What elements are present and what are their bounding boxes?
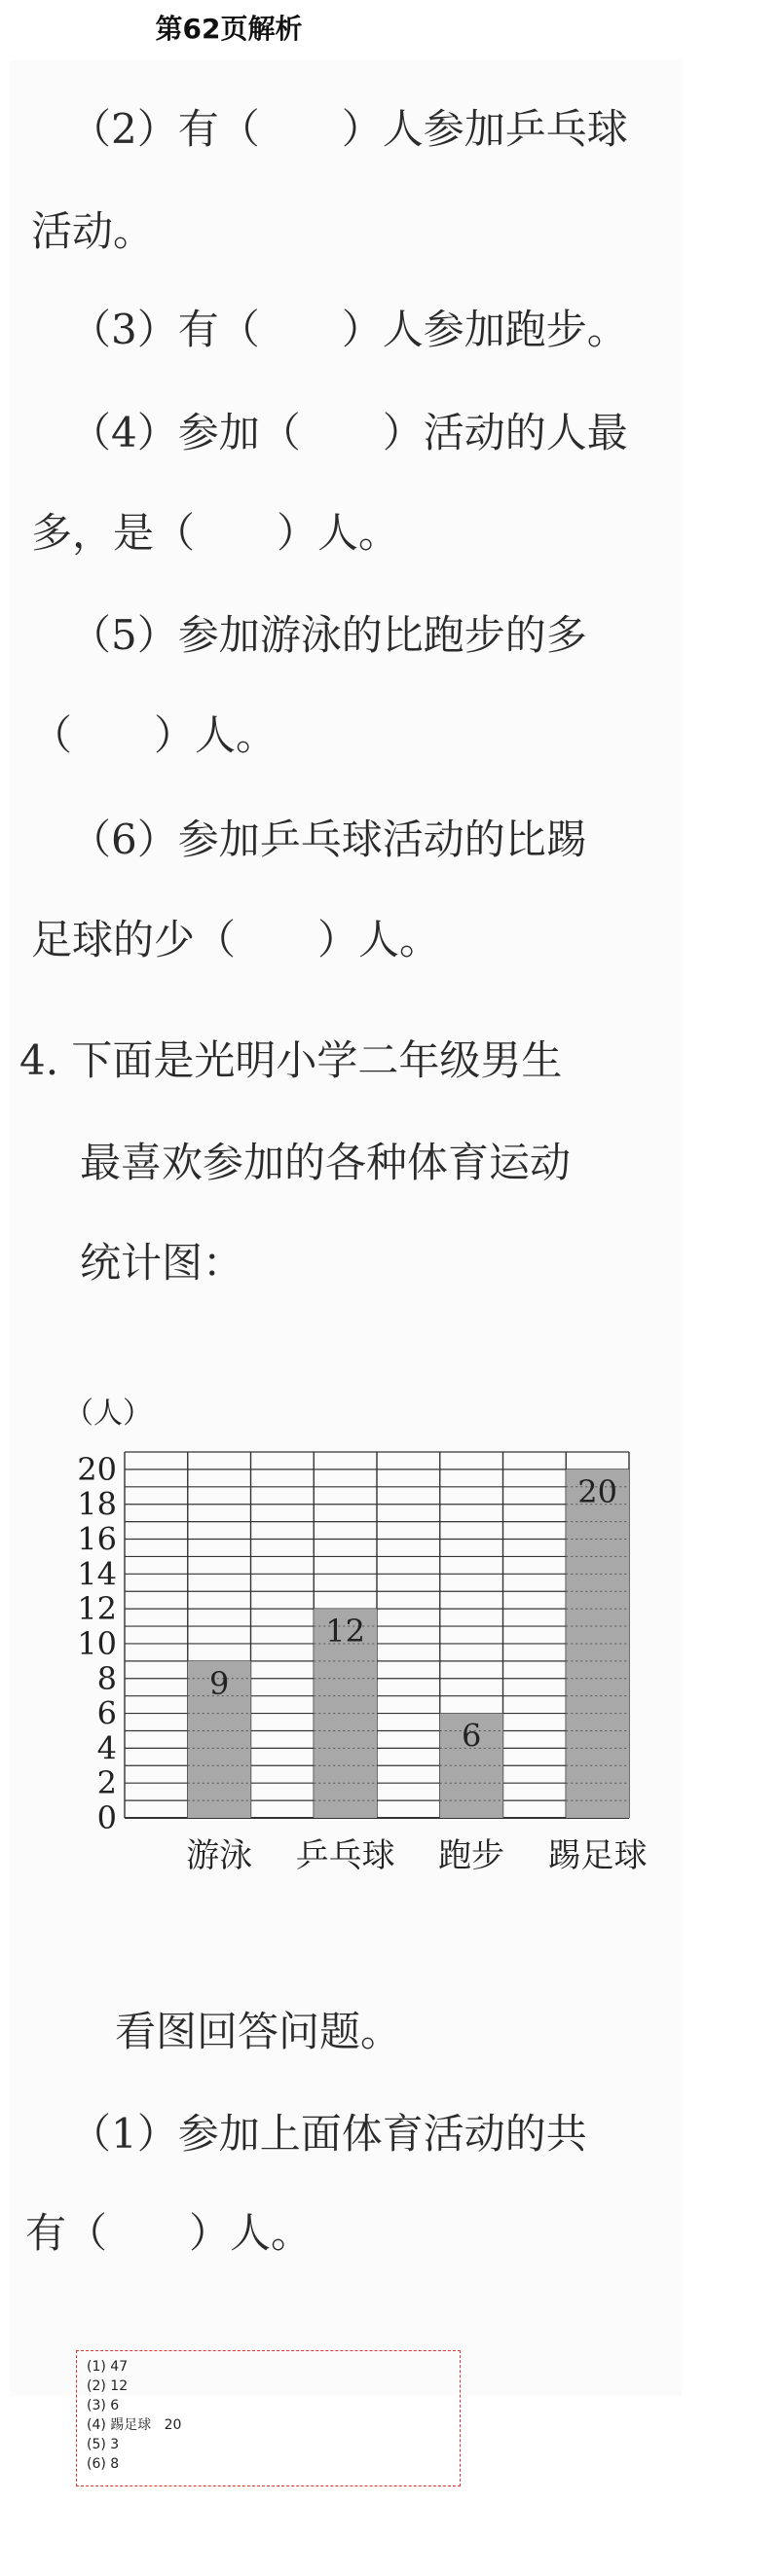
y-tick-label: 16 <box>77 1520 117 1558</box>
question-4-1-line1: （1）参加上面体育活动的共 <box>70 2110 587 2158</box>
sports-bar-chart <box>0 1333 682 1937</box>
x-category-label: 游泳 <box>186 1836 253 1875</box>
question-4-instruction: 看图回答问题。 <box>115 2008 402 2055</box>
answer-6: (6) 8 <box>87 2456 120 2472</box>
answer-1: (1) 47 <box>87 2359 129 2375</box>
data-label-3: 6 <box>461 1717 482 1755</box>
question-4-line3: 统计图： <box>80 1239 244 1287</box>
question-3-2-line2: 活动。 <box>31 207 155 255</box>
y-tick-label: 8 <box>96 1659 117 1697</box>
question-3-2-line1: （2）有（ ）人参加乒乓球 <box>70 105 628 153</box>
answer-2: (2) 12 <box>87 2378 129 2394</box>
y-tick-label: 2 <box>96 1764 117 1802</box>
question-3-3: （3）有（ ）人参加跑步。 <box>70 306 628 353</box>
y-tick-label: 10 <box>77 1624 117 1662</box>
question-4-line1: 4. 下面是光明小学二年级男生 <box>19 1036 563 1084</box>
question-4-line2: 最喜欢参加的各种体育运动 <box>80 1139 572 1186</box>
y-tick-label: 0 <box>96 1799 117 1836</box>
data-label-1: 9 <box>208 1664 230 1702</box>
y-axis-unit-label: （人） <box>64 1397 152 1431</box>
x-category-label: 跑步 <box>438 1836 505 1875</box>
question-3-4-line1: （4）参加（ ）活动的人最 <box>70 409 628 456</box>
answer-box <box>76 2350 461 2486</box>
x-category-label: 乒乓球 <box>295 1836 395 1875</box>
data-label-2: 12 <box>325 1613 365 1651</box>
y-tick-label: 14 <box>77 1555 117 1593</box>
y-tick-label: 6 <box>96 1694 117 1732</box>
y-tick-label: 20 <box>77 1450 117 1488</box>
data-label-4: 20 <box>577 1472 617 1510</box>
y-tick-label: 12 <box>77 1590 117 1628</box>
y-tick-label: 4 <box>96 1729 117 1767</box>
question-3-4-line2: 多，是（ ）人。 <box>31 509 400 557</box>
question-3-5-line2: （ ）人。 <box>31 711 278 759</box>
page-title: 第62页解析 <box>155 13 303 45</box>
question-4-1-line2: 有（ ）人。 <box>25 2209 313 2257</box>
y-tick-label: 18 <box>77 1485 117 1523</box>
x-category-label: 踢足球 <box>547 1836 648 1875</box>
question-3-6-line1: （6）参加乒乓球活动的比踢 <box>70 816 587 863</box>
answer-3: (3) 6 <box>87 2398 120 2413</box>
answer-4: (4) 踢足球 20 <box>87 2417 182 2433</box>
answer-5: (5) 3 <box>87 2437 120 2452</box>
question-3-6-line2: 足球的少（ ）人。 <box>31 916 441 963</box>
question-3-5-line1: （5）参加游泳的比跑步的多 <box>70 611 587 659</box>
